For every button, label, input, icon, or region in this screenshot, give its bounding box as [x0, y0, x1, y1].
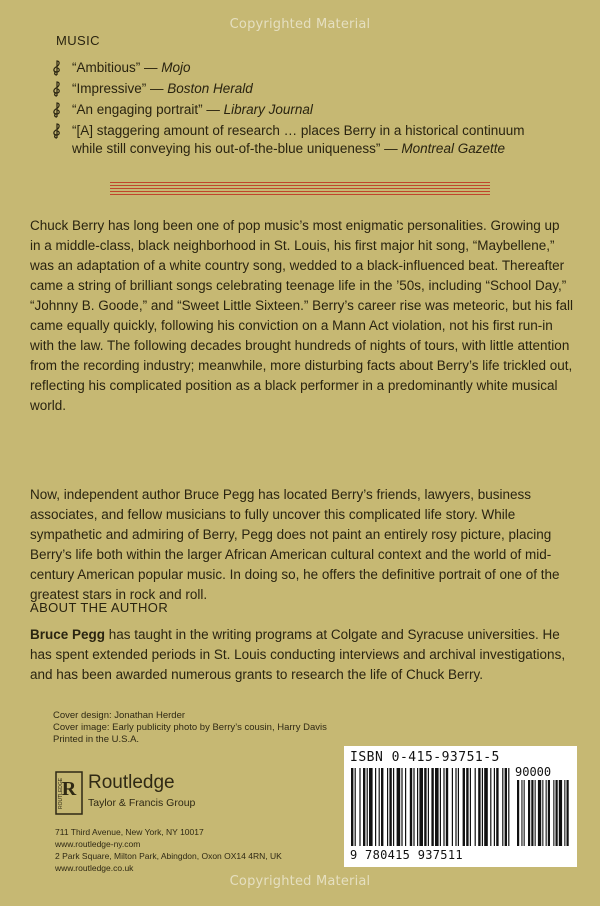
- watermark-top: Copyrighted Material: [229, 17, 371, 32]
- music-staff-divider: [110, 182, 490, 196]
- quote-text: “Impressive” —: [72, 81, 168, 96]
- address-line: 711 Third Avenue, New York, NY 10017: [55, 827, 204, 837]
- quote-text: “[A] staggering amount of research … places Berry in a historical continuum while still conveying his out-of-the-blue uniqueness” —: [72, 123, 525, 156]
- category-label: MUSIC: [56, 33, 100, 48]
- credit-line: Printed in the U.S.A.: [53, 734, 140, 745]
- isbn-text: ISBN 0-415-93751-5: [350, 750, 500, 765]
- isbn-barcode: [344, 746, 577, 867]
- author-name: Bruce Pegg: [30, 627, 106, 642]
- review-quote: [52, 122, 552, 158]
- barcode-bars: [351, 768, 569, 846]
- about-author-heading: ABOUT THE AUTHOR: [30, 600, 169, 615]
- quote-source: Montreal Gazette: [401, 141, 505, 156]
- watermark-bottom: Copyrighted Material: [229, 874, 371, 889]
- barcode-addon-number: 90000: [515, 765, 552, 779]
- review-quote: [52, 101, 552, 119]
- ean-number: 9 780415 937511: [350, 848, 463, 862]
- publisher-name: Routledge: [88, 772, 175, 793]
- routledge-logo-icon: [55, 771, 83, 815]
- publisher-group: Taylor & Francis Group: [88, 797, 196, 809]
- credit-line: Cover image: Early publicity photo by Berry’s cousin, Harry Davis: [53, 722, 327, 733]
- quote-source: Library Journal: [223, 102, 313, 117]
- description-paragraph: Chuck Berry has long been one of pop music’s most enigmatic personalities. Growing up in a middle-class, black neighborhood in St. Louis, his first major hit song, “Maybellene,” was an adaptation of a white country song, wedded to a black-influenced beat. Thereafter came a string of brilliant songs celebrating teenage life in the ’50s, including “School Day,” “Johnny B. Goode,” and “Sweet Little Sixteen.” Berry’s career rise was meteoric, but his fall came equally quickly, following his conviction on a Mann Act violation, not his first run-in with the law. The following decades brought hundreds of nights of tours, with little attention from the recording industry; meanwhile, more disturbing facts about Berry’s life trickled out, reflecting his complicated position as a black performer in a predominantly white musical world.: [30, 218, 573, 413]
- quote-source: Mojo: [161, 60, 191, 75]
- treble-clef-icon: [52, 60, 62, 76]
- review-quote: [52, 80, 552, 98]
- quote-text: “Ambitious” —: [72, 60, 162, 75]
- address-line: www.routledge-ny.com: [55, 839, 141, 849]
- logo-text: ROUTLEDGE: [58, 777, 64, 809]
- review-quote: [52, 59, 552, 77]
- credit-line: Cover design: Jonathan Herder: [53, 710, 186, 721]
- treble-clef-icon: [52, 123, 62, 139]
- quote-text: “An engaging portrait” —: [72, 102, 224, 117]
- quote-source: Boston Herald: [167, 81, 253, 96]
- description-paragraph: Now, independent author Bruce Pegg has located Berry’s friends, lawyers, business associates, and fellow musicians to fully uncover this complicated life story. While sympathetic and admiring of Berry, Pegg does not paint an entirely rosy picture, placing Berry’s life both within the larger African American cultural context and the world of mid-century American popular music. In doing so, he offers the definitive portrait of one of the greatest stars in rock and roll.: [30, 487, 560, 602]
- address-line: www.routledge.co.uk: [55, 863, 134, 873]
- cover-credits: [53, 710, 327, 746]
- treble-clef-icon: [52, 81, 62, 97]
- review-quotes: [52, 59, 552, 161]
- author-bio-text: has taught in the writing programs at Colgate and Syracuse universities. He has spent extended periods in St. Louis conducting interviews and archival investigations, and has been awarded numerous grants to research the life of Chuck Berry.: [30, 627, 566, 682]
- author-bio: [30, 625, 575, 685]
- publisher-addresses: [55, 826, 282, 874]
- treble-clef-icon: [52, 102, 62, 118]
- address-line: 2 Park Square, Milton Park, Abingdon, Oxon OX14 4RN, UK: [55, 851, 282, 861]
- logo-letter: R: [61, 778, 77, 800]
